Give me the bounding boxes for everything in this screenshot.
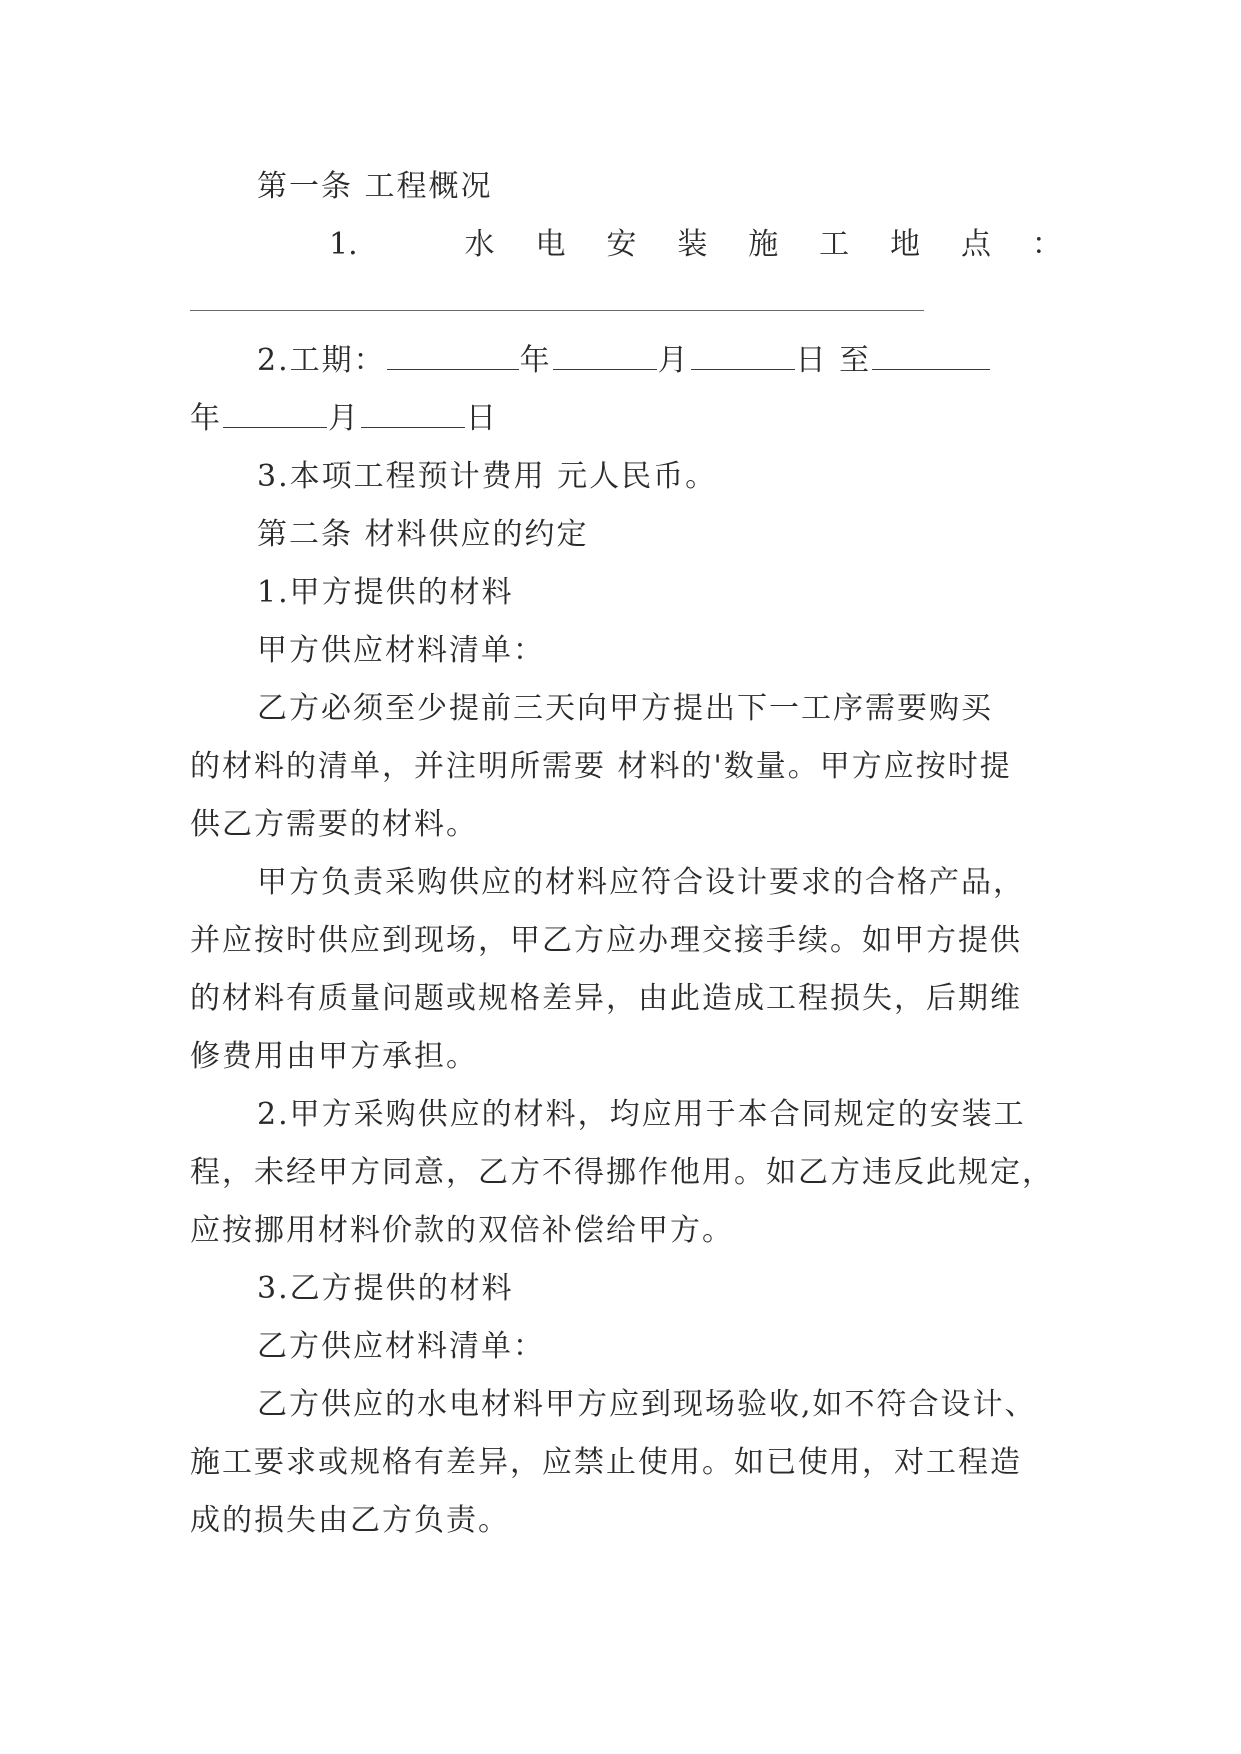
end-month-blank <box>223 397 327 428</box>
year-label-2: 年 <box>190 401 222 436</box>
article-1-item-2 <box>190 332 1062 390</box>
article-2-sub-3-list: 乙方供应材料清单： <box>257 1329 545 1364</box>
month-label: 月 <box>657 343 690 378</box>
paragraph-3-line: 程，未经甲方同意，乙方不得挪作他用。如乙方违反此规定， <box>190 1155 1054 1190</box>
start-month-blank <box>553 339 657 370</box>
item-1-char: 工 <box>819 227 850 262</box>
item-1-char: 装 <box>677 227 708 262</box>
location-fill-line <box>190 274 1062 332</box>
paragraph-3-line: 应按挪用材料价款的双倍补偿给甲方。 <box>190 1213 734 1248</box>
year-label: 年 <box>519 343 552 378</box>
contract-body <box>190 158 1062 1550</box>
article-2-heading: 第二条 材料供应的约定 <box>257 517 589 552</box>
paragraph-1-line: 供乙方需要的材料。 <box>190 807 478 842</box>
month-label-2: 月 <box>328 401 360 436</box>
paragraph-1-line: 乙方必须至少提前三天向甲方提出下一工序需要购买 <box>257 691 993 726</box>
paragraph-2-line: 甲方负责采购供应的材料应符合设计要求的合格产品， <box>257 865 1025 900</box>
item-1-label: 1. <box>329 227 358 262</box>
article-1-item-2-cont <box>190 390 1062 448</box>
day-label-2: 日 <box>466 401 498 436</box>
item-1-char: 水 <box>464 227 495 262</box>
paragraph-4-line: 施工要求或规格有差异，应禁止使用。如已使用，对工程造 <box>190 1445 1022 1480</box>
start-day-blank <box>691 339 795 370</box>
paragraph-2-line: 修费用由甲方承担。 <box>190 1039 478 1074</box>
article-1-heading: 第一条 工程概况 <box>257 169 493 204</box>
item-1-char: 施 <box>748 227 779 262</box>
item-1-char: 电 <box>535 227 566 262</box>
item-1-char: 安 <box>606 227 637 262</box>
article-1-item-1 <box>190 216 1062 274</box>
article-2-sub-3: 3.乙方提供的材料 <box>257 1271 514 1306</box>
paragraph-1-line: 的材料的清单，并注明所需要 材料的'数量。甲方应按时提 <box>190 749 1012 784</box>
item-1-char: ： <box>1031 227 1062 262</box>
article-2-sub-1-list: 甲方供应材料清单： <box>257 633 545 668</box>
paragraph-4-line: 乙方供应的水电材料甲方应到现场验收,如不符合设计、 <box>257 1387 1037 1422</box>
article-1-item-3: 3.本项工程预计费用 元人民币。 <box>257 459 718 494</box>
paragraph-2-line: 并应按时供应到现场，甲乙方应办理交接手续。如甲方提供 <box>190 923 1022 958</box>
start-year-blank <box>387 339 519 370</box>
end-year-blank <box>872 339 990 370</box>
paragraph-2-line: 的材料有质量问题或规格差异，由此造成工程损失，后期维 <box>190 981 1022 1016</box>
item-1-char: 点 <box>961 227 991 262</box>
paragraph-4-line: 成的损失由乙方负责。 <box>190 1503 510 1538</box>
item-1-char: 地 <box>890 227 921 262</box>
day-to-label: 日 至 <box>795 343 872 378</box>
article-2-sub-1: 1.甲方提供的材料 <box>257 575 514 610</box>
location-blank <box>190 310 924 311</box>
period-label: 2.工期： <box>257 343 386 378</box>
end-day-blank <box>361 397 465 428</box>
paragraph-3-line: 2.甲方采购供应的材料，均应用于本合同规定的安装工 <box>257 1097 1026 1132</box>
